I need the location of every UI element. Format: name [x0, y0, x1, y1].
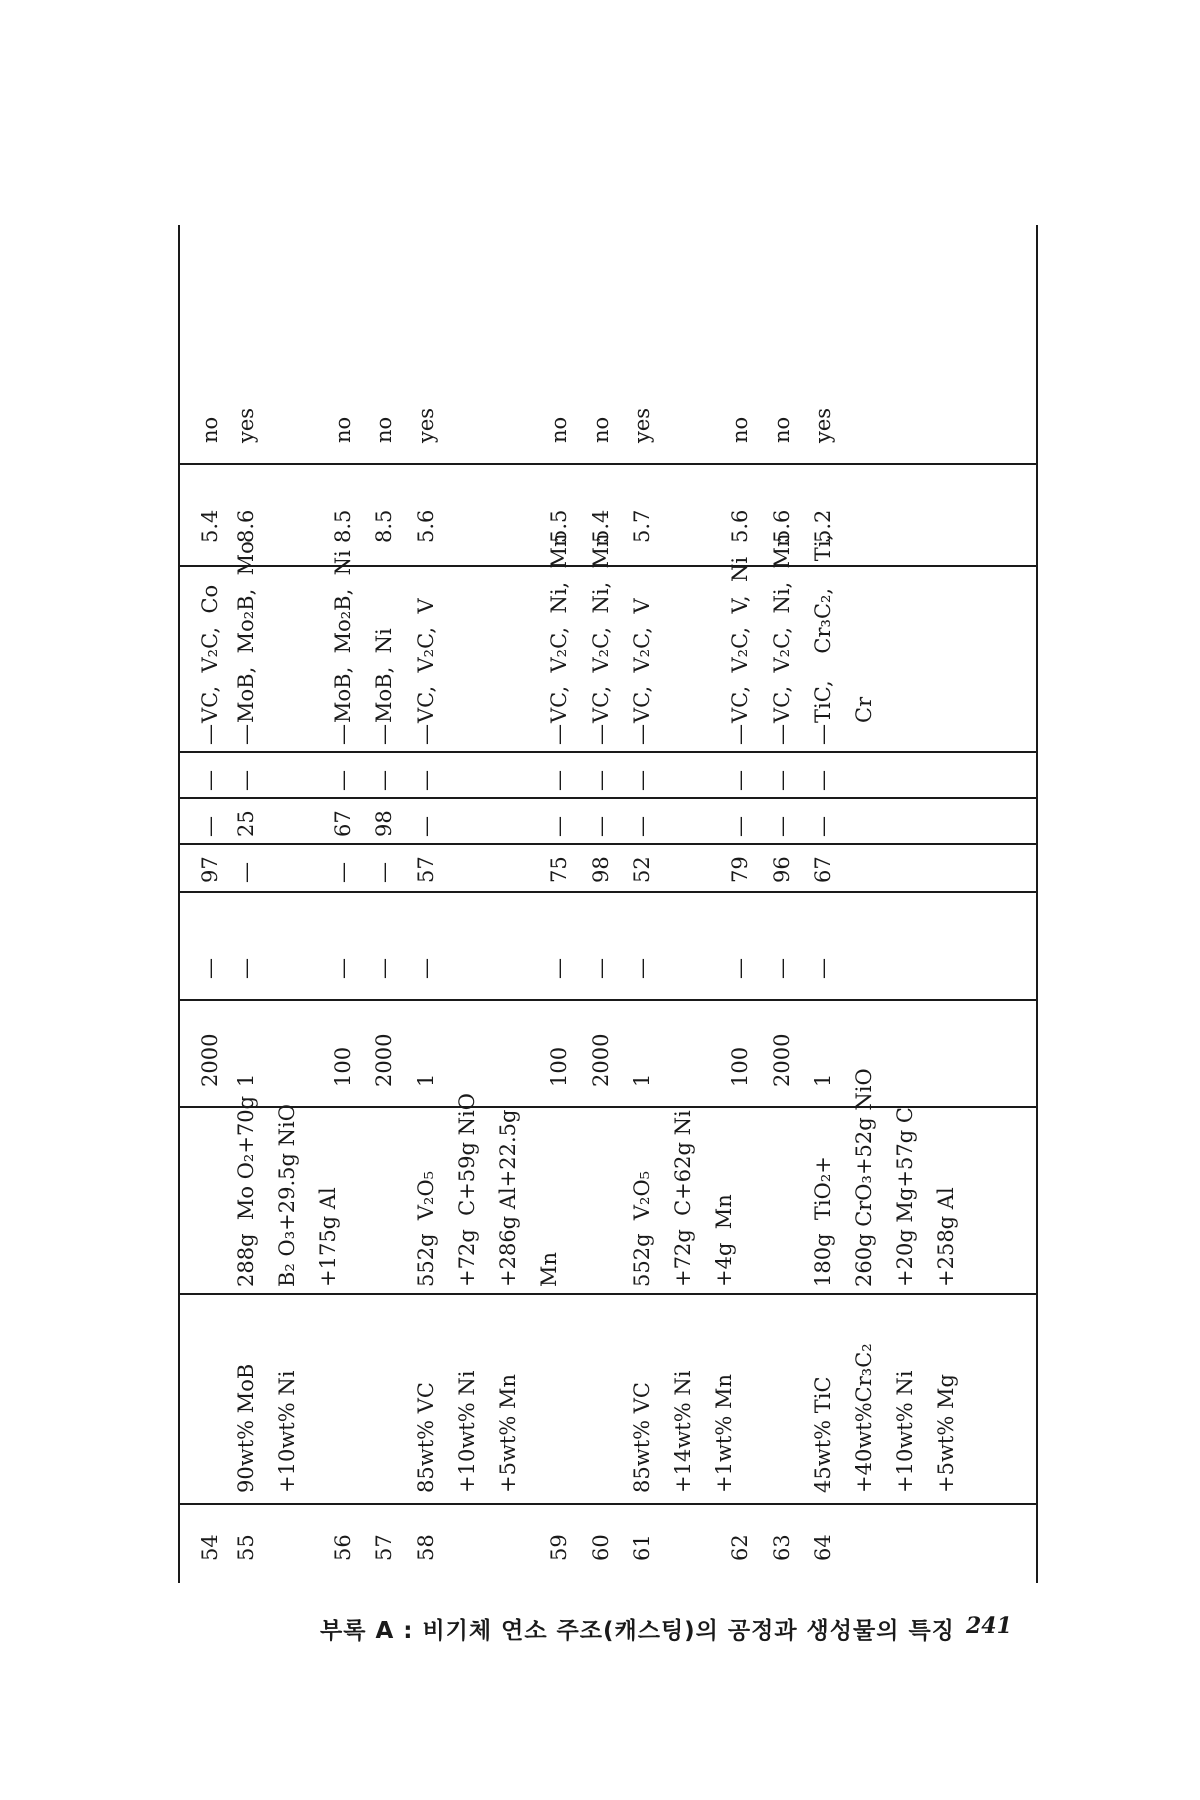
table-cell-c2: — — [414, 958, 438, 979]
table-cell-c4: — — [589, 816, 613, 837]
table-cell-value: 5.7 — [630, 509, 654, 543]
col-rule-4 — [178, 892, 1038, 894]
table-cell-value: 5.4 — [198, 509, 222, 543]
page-number: 241 — [966, 1613, 1012, 1639]
table-cell-c6: — — [770, 724, 794, 745]
table-cell-composition: 85wt% VC +10wt% Ni +5wt% Mn — [414, 1370, 520, 1493]
table-cell-mixture: 288g Mo O₂+70g B₂ O₃+29.5g NiO +175g Al — [234, 1095, 340, 1287]
table-cell-c3: — — [234, 862, 258, 883]
table-cell-c3: — — [372, 862, 396, 883]
table-cell-c2: — — [372, 958, 396, 979]
table-cell-c4: — — [630, 816, 654, 837]
table-cell-c3: 96 — [770, 856, 794, 883]
table-cell-no: 57 — [372, 1534, 396, 1561]
table-cell-mixture: 180g TiO₂+ 260g CrO₃+52g NiO +20g Mg+57g C +258g Al — [811, 1068, 958, 1287]
table-cell-c1: 100 — [728, 1046, 752, 1087]
table-cell-c5: — — [331, 770, 355, 791]
table-cell-c5: — — [372, 770, 396, 791]
table-cell-phases: VC, V₂C, Co — [198, 584, 222, 723]
table-cell-value: 8.6 — [234, 509, 258, 543]
table-cell-no: 58 — [414, 1534, 438, 1561]
table-cell-no: 62 — [728, 1534, 752, 1561]
table-cell-c2: — — [728, 958, 752, 979]
table-cell-composition: 90wt% MoB +10wt% Ni — [234, 1363, 299, 1493]
table-cell-c5: — — [811, 770, 835, 791]
col-rule-9 — [178, 464, 1038, 466]
table-cell-no: 55 — [234, 1534, 258, 1561]
table-cell-c5: — — [234, 770, 258, 791]
composition-mixture-divider — [178, 1294, 1038, 1296]
table-left-rule — [178, 225, 180, 1583]
table-cell-c1: 1 — [811, 1073, 835, 1087]
table-cell-phases: MoB, Mo₂B, Ni — [331, 550, 355, 723]
table-cell-c4: — — [414, 816, 438, 837]
table-cell-c2: — — [811, 958, 835, 979]
table-cell-c6: — — [414, 724, 438, 745]
table-cell-c4: — — [811, 816, 835, 837]
table-cell-c1: 1 — [414, 1073, 438, 1087]
table-cell-c4: — — [547, 816, 571, 837]
table-cell-flag: yes — [630, 407, 654, 443]
table-cell-c6: — — [547, 724, 571, 745]
table-cell-c3: 98 — [589, 856, 613, 883]
table-cell-c4: — — [770, 816, 794, 837]
table-cell-c2: — — [331, 958, 355, 979]
table-cell-c3: 79 — [728, 856, 752, 883]
table-cell-flag: yes — [811, 407, 835, 443]
table-cell-c5: — — [630, 770, 654, 791]
table-cell-flag: no — [728, 416, 752, 443]
table-cell-c5: — — [547, 770, 571, 791]
table-right-rule — [1036, 225, 1038, 1583]
table-cell-c5: — — [770, 770, 794, 791]
col-rule-7 — [178, 752, 1038, 754]
table-cell-flag: no — [331, 416, 355, 443]
table-cell-composition: 85wt% VC +14wt% Ni +1wt% Mn — [630, 1370, 736, 1493]
table-cell-value: 5.5 — [547, 509, 571, 543]
table-cell-flag: no — [198, 416, 222, 443]
table-cell-flag: no — [589, 416, 613, 443]
table-cell-value: 8.5 — [372, 509, 396, 543]
table-cell-c5: — — [728, 770, 752, 791]
col-rule-6 — [178, 798, 1038, 800]
table-cell-c3: 52 — [630, 856, 654, 883]
table-cell-c5: — — [414, 770, 438, 791]
table-cell-flag: no — [372, 416, 396, 443]
table-cell-c1: 1 — [630, 1073, 654, 1087]
table-cell-c1: 2000 — [372, 1033, 396, 1087]
table-cell-c4: 25 — [234, 810, 258, 837]
table-cell-no: 63 — [770, 1534, 794, 1561]
table-cell-value: 5.2 — [811, 509, 835, 543]
table-cell-c6: — — [331, 724, 355, 745]
table-cell-value: 5.6 — [770, 509, 794, 543]
table-cell-no: 64 — [811, 1534, 835, 1561]
table-cell-phases: MoB, Mo₂B, Mo — [234, 541, 258, 723]
table-cell-mixture: 552g V₂O₅ +72g C+62g Ni +4g Mn — [630, 1110, 736, 1287]
table-cell-phases: TiC, Cr₃C₂, Ti, Cr — [811, 533, 876, 723]
table-cell-no: 54 — [198, 1534, 222, 1561]
table-cell-c2: — — [770, 958, 794, 979]
table-cell-value: 8.5 — [331, 509, 355, 543]
table-cell-c5: — — [589, 770, 613, 791]
table-cell-c2: — — [630, 958, 654, 979]
table-cell-c2: — — [589, 958, 613, 979]
table-cell-flag: yes — [234, 407, 258, 443]
table-cell-flag: yes — [414, 407, 438, 443]
table-cell-composition: 45wt% TiC +40wt%Cr₃C₂ +10wt% Ni +5wt% Mg — [811, 1343, 958, 1493]
table-cell-phases: VC, V₂C, V — [414, 598, 438, 723]
table-cell-phases: VC, V₂C, Ni, Mn — [589, 533, 613, 723]
rotated-table — [178, 225, 1053, 1583]
table-cell-c1: 100 — [331, 1046, 355, 1087]
table-cell-c6: — — [234, 724, 258, 745]
table-cell-no: 61 — [630, 1534, 654, 1561]
table-cell-value: 5.6 — [728, 509, 752, 543]
table-cell-no: 56 — [331, 1534, 355, 1561]
table-cell-no: 60 — [589, 1534, 613, 1561]
running-footer: 부록 A : 비기체 연소 주조(캐스팅)의 공정과 생성물의 특징 — [320, 1618, 955, 1644]
table-cell-value: 5.4 — [589, 509, 613, 543]
col-rule-5 — [178, 844, 1038, 846]
table-cell-c6: — — [198, 724, 222, 745]
table-cell-phases: VC, V₂C, V, Ni — [728, 556, 752, 723]
table-cell-c1: 1 — [234, 1073, 258, 1087]
table-cell-c4: — — [198, 816, 222, 837]
table-cell-flag: no — [770, 416, 794, 443]
table-cell-c2: — — [234, 958, 258, 979]
table-cell-phases: VC, V₂C, Ni, Mn — [547, 533, 571, 723]
table-cell-c3: 97 — [198, 856, 222, 883]
table-cell-value: 5.6 — [414, 509, 438, 543]
table-cell-phases: VC, V₂C, Ni, Mn — [770, 533, 794, 723]
table-cell-c1: 2000 — [589, 1033, 613, 1087]
col-rule-1 — [178, 1504, 1038, 1506]
table-cell-c4: — — [728, 816, 752, 837]
table-cell-phases: VC, V₂C, V — [630, 598, 654, 723]
table-cell-mixture: 552g V₂O₅ +72g C+59g NiO +286g Al+22.5g Mn — [414, 1093, 561, 1287]
table-cell-c3: 67 — [811, 856, 835, 883]
table-cell-flag: no — [547, 416, 571, 443]
table-cell-c1: 2000 — [770, 1033, 794, 1087]
table-cell-c2: — — [198, 958, 222, 979]
table-cell-no: 59 — [547, 1534, 571, 1561]
table-cell-c6: — — [372, 724, 396, 745]
table-cell-c3: — — [331, 862, 355, 883]
table-cell-c1: 100 — [547, 1046, 571, 1087]
table-cell-c3: 57 — [414, 856, 438, 883]
table-cell-c4: 67 — [331, 810, 355, 837]
table-cell-phases: MoB, Ni — [372, 628, 396, 723]
table-cell-c1: 2000 — [198, 1033, 222, 1087]
table-cell-c6: — — [589, 724, 613, 745]
table-cell-c5: — — [198, 770, 222, 791]
table-cell-c6: — — [728, 724, 752, 745]
table-cell-c3: 75 — [547, 856, 571, 883]
col-rule-3 — [178, 1000, 1038, 1002]
table-cell-c4: 98 — [372, 810, 396, 837]
table-cell-c6: — — [630, 724, 654, 745]
table-cell-c6: — — [811, 724, 835, 745]
table-cell-c2: — — [547, 958, 571, 979]
